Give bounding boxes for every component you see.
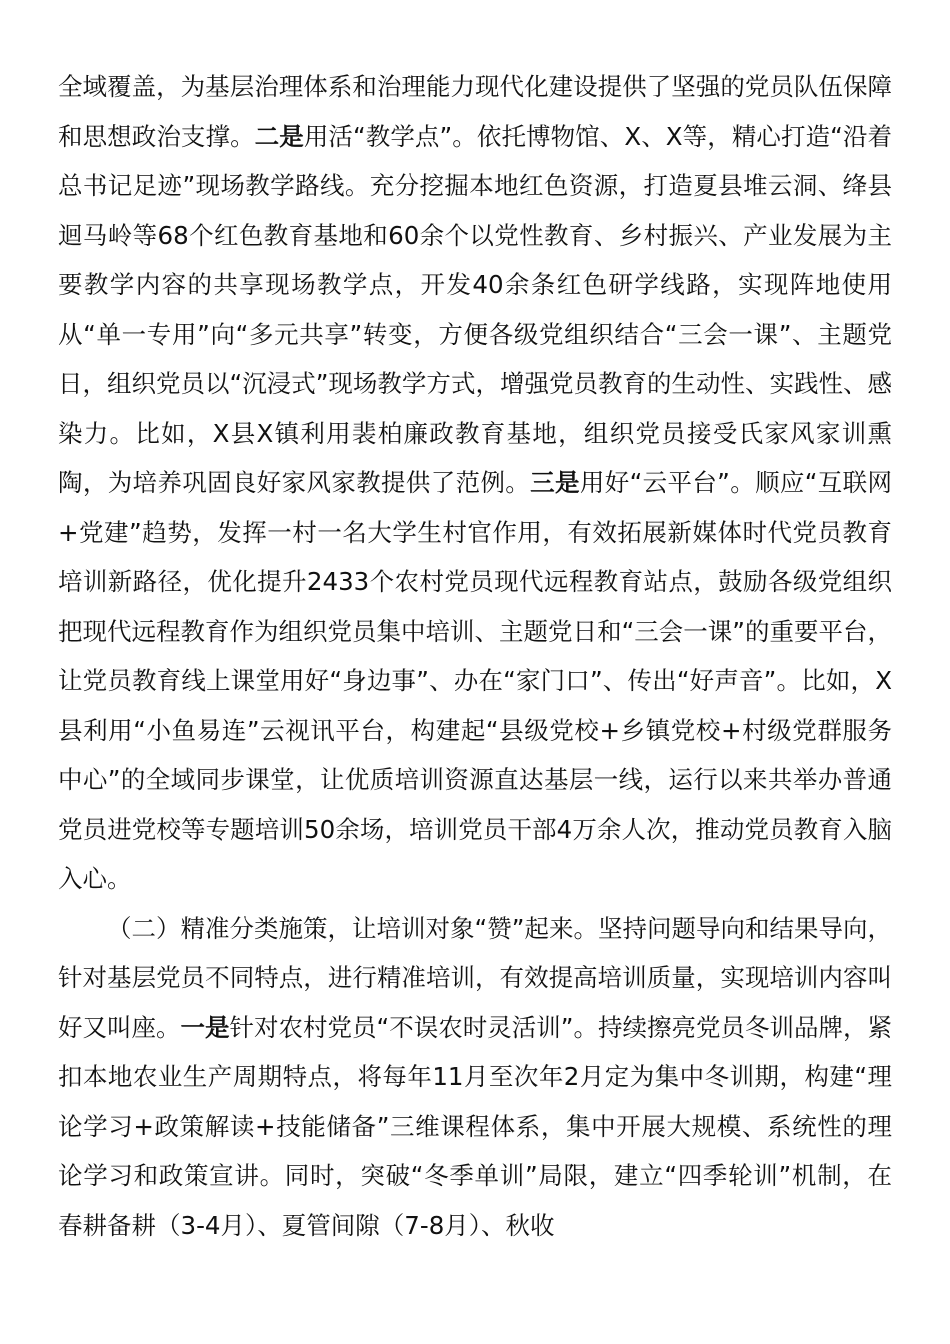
text-segment: 用好“云平台”。顺应“互联网+党建”趋势，发挥一村一名大学生村官作用，有效拓展新媒体时代党员教育培训新路径，优化提升2433个农村党员现代远程教育站点，鼓励各级党组织把现代远程教育作为组织党员集中培训、主题党日和“三会一课”的重要平台，让党员教育线上课堂用好“身边事”、办在“家门口”、传出“好声音”。比如，X县利用“小鱼易连”云视讯平台，构建起“县级党校+乡镇党校+村级党群服务中心”的全域同步课堂，让优质培训资源直达基层一线，运行以来共举办普通党员进党校等专题培训50余场，培训党员干部4万余人次，推动党员教育入脑入心。	[58, 468, 893, 893]
paragraph-precise-training	[58, 904, 892, 1251]
text-segment: （二）精准分类施策，让培训对象“赞”起来。坚持问题导向和结果导向，针对基层党员不同特点，进行精准培训，有效提高培训质量，实现培训内容叫好又叫座。	[58, 913, 892, 1042]
text-segment: 针对农村党员“不误农时灵活训”。持续擦亮党员冬训品牌，紧扣本地农业生产周期特点，将每年11月至次年2月定为集中冬训期，构建“理论学习+政策解读+技能储备”三维课程体系，集中开展大规模、系统性的理论学习和政策宣讲。同时，突破“冬季单训”局限，建立“四季轮训”机制，在春耕备耕（3-4月）、夏管间隙（7-8月）、秋收	[58, 1012, 893, 1240]
paragraph-party-education-platforms	[58, 62, 892, 904]
text-segment: 全域覆盖，为基层治理体系和治理能力现代化建设提供了坚强的党员队伍保障和思想政治支撑。	[58, 72, 892, 151]
document-page	[58, 62, 892, 1250]
keyword-first-point: 一是	[180, 1012, 230, 1042]
text-segment: 用活“教学点”。依托博物馆、X、X等，精心打造“沿着总书记足迹”现场教学路线。充分挖掘本地红色资源，打造夏县堆云洞、绛县迴马岭等68个红色教育基地和60余个以党性教育、乡村振兴、产业发展为主要教学内容的共享现场教学点，开发40余条红色研学线路，实现阵地使用从“单一专用”向“多元共享”转变，方便各级党组织结合“三会一课”、主题党日，组织党员以“沉浸式”现场教学方式，增强党员教育的生动性、实践性、感染力。比如，X县X镇利用裴柏廉政教育基地，组织党员接受氏家风家训熏陶，为培养巩固良好家风家教提供了范例。	[58, 121, 893, 497]
keyword-second-point: 二是	[254, 121, 304, 151]
keyword-third-point: 三是	[530, 468, 580, 497]
